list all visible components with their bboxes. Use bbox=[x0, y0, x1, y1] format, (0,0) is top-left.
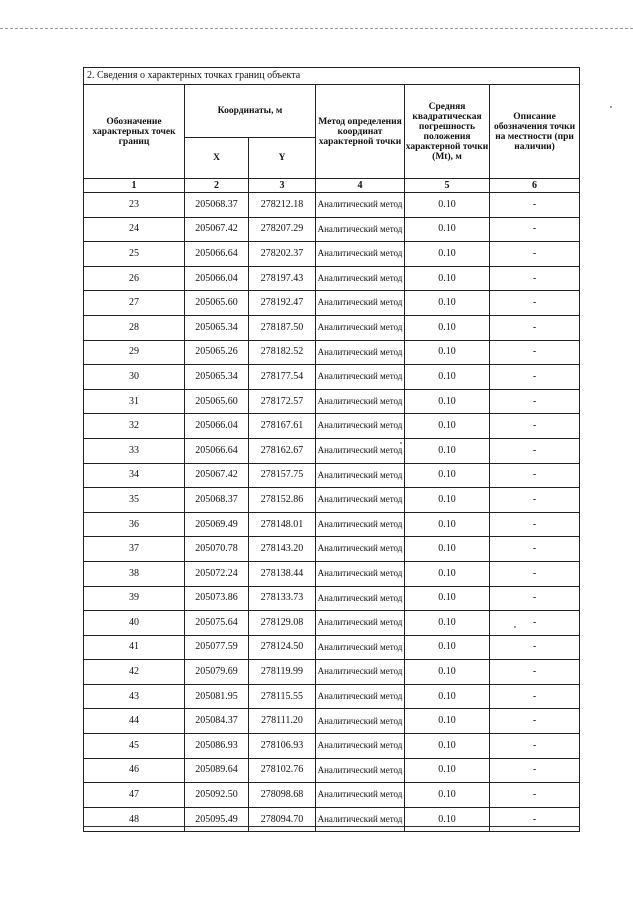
boundary-points-table bbox=[83, 67, 580, 832]
y-coordinate-cell: 278167.61 bbox=[249, 414, 316, 439]
x-coordinate-cell: 205068.37 bbox=[185, 193, 249, 218]
header-point-designation: Обозначение характерных точек границ bbox=[84, 85, 185, 179]
header-description: Описание обозначения точки на местности (при наличии) bbox=[490, 85, 580, 179]
table-row bbox=[84, 414, 580, 439]
x-coordinate-cell: 205068.37 bbox=[185, 488, 249, 513]
method-cell: Аналитический метод bbox=[316, 660, 405, 685]
error-cell: 0.10 bbox=[405, 783, 490, 808]
y-coordinate-cell: 278207.29 bbox=[249, 217, 316, 242]
y-coordinate-cell: 278152.86 bbox=[249, 488, 316, 513]
y-coordinate-cell: 278124.50 bbox=[249, 635, 316, 660]
x-coordinate-cell: 205066.64 bbox=[185, 242, 249, 267]
description-cell: - bbox=[490, 315, 580, 340]
header-mean-square-error: Средняя квадратическая погрешность положения характерной точки (Mt), м bbox=[405, 85, 490, 179]
error-cell: 0.10 bbox=[405, 438, 490, 463]
error-cell: 0.10 bbox=[405, 734, 490, 759]
description-cell: - bbox=[490, 537, 580, 562]
table-row bbox=[84, 709, 580, 734]
y-coordinate-cell: 278192.47 bbox=[249, 291, 316, 316]
method-cell: Аналитический метод bbox=[316, 635, 405, 660]
point-cell: 48 bbox=[84, 807, 185, 832]
method-cell: Аналитический метод bbox=[316, 537, 405, 562]
method-cell: Аналитический метод bbox=[316, 266, 405, 291]
table-row bbox=[84, 586, 580, 611]
method-cell: Аналитический метод bbox=[316, 734, 405, 759]
method-cell: Аналитический метод bbox=[316, 611, 405, 636]
point-cell: 34 bbox=[84, 463, 185, 488]
scan-top-dashed-line bbox=[0, 28, 633, 29]
description-cell: - bbox=[490, 635, 580, 660]
error-cell: 0.10 bbox=[405, 340, 490, 365]
description-cell: - bbox=[490, 709, 580, 734]
x-coordinate-cell: 205092.50 bbox=[185, 783, 249, 808]
point-cell: 32 bbox=[84, 414, 185, 439]
table-row bbox=[84, 635, 580, 660]
y-coordinate-cell: 278148.01 bbox=[249, 512, 316, 537]
point-cell: 30 bbox=[84, 365, 185, 390]
description-cell: - bbox=[490, 463, 580, 488]
table-row bbox=[84, 193, 580, 218]
x-coordinate-cell: 205079.69 bbox=[185, 660, 249, 685]
description-cell: - bbox=[490, 414, 580, 439]
y-coordinate-cell: 278094.70 bbox=[249, 807, 316, 832]
error-cell: 0.10 bbox=[405, 193, 490, 218]
x-coordinate-cell: 205065.34 bbox=[185, 365, 249, 390]
scan-speck bbox=[400, 442, 402, 444]
point-cell: 25 bbox=[84, 242, 185, 267]
point-cell: 23 bbox=[84, 193, 185, 218]
method-cell: Аналитический метод bbox=[316, 758, 405, 783]
x-coordinate-cell: 205069.49 bbox=[185, 512, 249, 537]
y-coordinate-cell: 278143.20 bbox=[249, 537, 316, 562]
table-row bbox=[84, 463, 580, 488]
description-cell: - bbox=[490, 684, 580, 709]
method-cell: Аналитический метод bbox=[316, 586, 405, 611]
error-cell: 0.10 bbox=[405, 315, 490, 340]
table-row bbox=[84, 438, 580, 463]
table-row bbox=[84, 340, 580, 365]
x-coordinate-cell: 205065.60 bbox=[185, 291, 249, 316]
description-cell: - bbox=[490, 512, 580, 537]
column-number: 6 bbox=[490, 179, 580, 193]
table-row bbox=[84, 734, 580, 759]
method-cell: Аналитический метод bbox=[316, 438, 405, 463]
table-row bbox=[84, 561, 580, 586]
description-cell: - bbox=[490, 488, 580, 513]
error-cell: 0.10 bbox=[405, 217, 490, 242]
column-number: 4 bbox=[316, 179, 405, 193]
scan-speck bbox=[514, 626, 516, 628]
y-coordinate-cell: 278177.54 bbox=[249, 365, 316, 390]
x-coordinate-cell: 205066.04 bbox=[185, 266, 249, 291]
description-cell: - bbox=[490, 561, 580, 586]
point-cell: 28 bbox=[84, 315, 185, 340]
table-row bbox=[84, 660, 580, 685]
x-coordinate-cell: 205065.26 bbox=[185, 340, 249, 365]
error-cell: 0.10 bbox=[405, 389, 490, 414]
x-coordinate-cell: 205089.64 bbox=[185, 758, 249, 783]
description-cell: - bbox=[490, 611, 580, 636]
table-row bbox=[84, 266, 580, 291]
error-cell: 0.10 bbox=[405, 807, 490, 832]
column-number: 3 bbox=[249, 179, 316, 193]
point-cell: 24 bbox=[84, 217, 185, 242]
method-cell: Аналитический метод bbox=[316, 512, 405, 537]
method-cell: Аналитический метод bbox=[316, 389, 405, 414]
x-coordinate-cell: 205077.59 bbox=[185, 635, 249, 660]
description-cell: - bbox=[490, 193, 580, 218]
x-coordinate-cell: 205081.95 bbox=[185, 684, 249, 709]
method-cell: Аналитический метод bbox=[316, 193, 405, 218]
point-cell: 39 bbox=[84, 586, 185, 611]
point-cell: 27 bbox=[84, 291, 185, 316]
method-cell: Аналитический метод bbox=[316, 315, 405, 340]
y-coordinate-cell: 278102.76 bbox=[249, 758, 316, 783]
point-cell: 41 bbox=[84, 635, 185, 660]
description-cell: - bbox=[490, 586, 580, 611]
table-row bbox=[84, 488, 580, 513]
header-y: Y bbox=[249, 138, 316, 179]
description-cell: - bbox=[490, 291, 580, 316]
table-row bbox=[84, 291, 580, 316]
error-cell: 0.10 bbox=[405, 561, 490, 586]
y-coordinate-cell: 278187.50 bbox=[249, 315, 316, 340]
x-coordinate-cell: 205072.24 bbox=[185, 561, 249, 586]
table-row bbox=[84, 807, 580, 832]
header-coordinates: Координаты, м bbox=[185, 85, 316, 138]
point-cell: 35 bbox=[84, 488, 185, 513]
error-cell: 0.10 bbox=[405, 758, 490, 783]
table-row bbox=[84, 315, 580, 340]
description-cell: - bbox=[490, 734, 580, 759]
x-coordinate-cell: 205084.37 bbox=[185, 709, 249, 734]
y-coordinate-cell: 278111.20 bbox=[249, 709, 316, 734]
y-coordinate-cell: 278172.57 bbox=[249, 389, 316, 414]
method-cell: Аналитический метод bbox=[316, 488, 405, 513]
bottom-rule bbox=[83, 826, 579, 827]
error-cell: 0.10 bbox=[405, 488, 490, 513]
x-coordinate-cell: 205065.60 bbox=[185, 389, 249, 414]
error-cell: 0.10 bbox=[405, 242, 490, 267]
error-cell: 0.10 bbox=[405, 586, 490, 611]
description-cell: - bbox=[490, 389, 580, 414]
description-cell: - bbox=[490, 758, 580, 783]
y-coordinate-cell: 278202.37 bbox=[249, 242, 316, 267]
y-coordinate-cell: 278212.18 bbox=[249, 193, 316, 218]
method-cell: Аналитический метод bbox=[316, 365, 405, 390]
point-cell: 33 bbox=[84, 438, 185, 463]
point-cell: 47 bbox=[84, 783, 185, 808]
y-coordinate-cell: 278098.68 bbox=[249, 783, 316, 808]
point-cell: 44 bbox=[84, 709, 185, 734]
table-row bbox=[84, 611, 580, 636]
point-cell: 42 bbox=[84, 660, 185, 685]
method-cell: Аналитический метод bbox=[316, 463, 405, 488]
y-coordinate-cell: 278115.55 bbox=[249, 684, 316, 709]
y-coordinate-cell: 278129.08 bbox=[249, 611, 316, 636]
error-cell: 0.10 bbox=[405, 611, 490, 636]
error-cell: 0.10 bbox=[405, 463, 490, 488]
method-cell: Аналитический метод bbox=[316, 414, 405, 439]
error-cell: 0.10 bbox=[405, 709, 490, 734]
description-cell: - bbox=[490, 438, 580, 463]
description-cell: - bbox=[490, 783, 580, 808]
table-row bbox=[84, 365, 580, 390]
y-coordinate-cell: 278119.99 bbox=[249, 660, 316, 685]
y-coordinate-cell: 278138.44 bbox=[249, 561, 316, 586]
x-coordinate-cell: 205066.64 bbox=[185, 438, 249, 463]
table-row bbox=[84, 537, 580, 562]
description-cell: - bbox=[490, 242, 580, 267]
x-coordinate-cell: 205070.78 bbox=[185, 537, 249, 562]
error-cell: 0.10 bbox=[405, 414, 490, 439]
scan-speck bbox=[610, 106, 612, 108]
point-cell: 40 bbox=[84, 611, 185, 636]
description-cell: - bbox=[490, 266, 580, 291]
x-coordinate-cell: 205067.42 bbox=[185, 463, 249, 488]
table-row bbox=[84, 512, 580, 537]
section-title-row bbox=[84, 68, 580, 85]
method-cell: Аналитический метод bbox=[316, 242, 405, 267]
y-coordinate-cell: 278157.75 bbox=[249, 463, 316, 488]
table-body bbox=[84, 68, 580, 832]
point-cell: 31 bbox=[84, 389, 185, 414]
description-cell: - bbox=[490, 660, 580, 685]
point-cell: 37 bbox=[84, 537, 185, 562]
description-cell: - bbox=[490, 340, 580, 365]
header-row-main bbox=[84, 85, 580, 138]
column-number: 5 bbox=[405, 179, 490, 193]
y-coordinate-cell: 278133.73 bbox=[249, 586, 316, 611]
point-cell: 26 bbox=[84, 266, 185, 291]
point-cell: 43 bbox=[84, 684, 185, 709]
error-cell: 0.10 bbox=[405, 537, 490, 562]
error-cell: 0.10 bbox=[405, 266, 490, 291]
x-coordinate-cell: 205086.93 bbox=[185, 734, 249, 759]
y-coordinate-cell: 278106.93 bbox=[249, 734, 316, 759]
point-cell: 36 bbox=[84, 512, 185, 537]
point-cell: 45 bbox=[84, 734, 185, 759]
y-coordinate-cell: 278162.67 bbox=[249, 438, 316, 463]
method-cell: Аналитический метод bbox=[316, 709, 405, 734]
description-cell: - bbox=[490, 217, 580, 242]
point-cell: 29 bbox=[84, 340, 185, 365]
x-coordinate-cell: 205066.04 bbox=[185, 414, 249, 439]
section-title: 2. Сведения о характерных точках границ объекта bbox=[84, 68, 580, 85]
y-coordinate-cell: 278197.43 bbox=[249, 266, 316, 291]
x-coordinate-cell: 205095.49 bbox=[185, 807, 249, 832]
x-coordinate-cell: 205075.64 bbox=[185, 611, 249, 636]
header-method: Метод определения координат характерной точки bbox=[316, 85, 405, 179]
error-cell: 0.10 bbox=[405, 512, 490, 537]
table-row bbox=[84, 758, 580, 783]
method-cell: Аналитический метод bbox=[316, 807, 405, 832]
error-cell: 0.10 bbox=[405, 291, 490, 316]
method-cell: Аналитический метод bbox=[316, 684, 405, 709]
method-cell: Аналитический метод bbox=[316, 217, 405, 242]
method-cell: Аналитический метод bbox=[316, 340, 405, 365]
table-row bbox=[84, 389, 580, 414]
table-row bbox=[84, 242, 580, 267]
table-row bbox=[84, 217, 580, 242]
description-cell: - bbox=[490, 807, 580, 832]
method-cell: Аналитический метод bbox=[316, 561, 405, 586]
column-number: 1 bbox=[84, 179, 185, 193]
error-cell: 0.10 bbox=[405, 660, 490, 685]
error-cell: 0.10 bbox=[405, 365, 490, 390]
column-number-row bbox=[84, 179, 580, 193]
y-coordinate-cell: 278182.52 bbox=[249, 340, 316, 365]
table-row bbox=[84, 783, 580, 808]
point-cell: 46 bbox=[84, 758, 185, 783]
error-cell: 0.10 bbox=[405, 684, 490, 709]
table-row bbox=[84, 684, 580, 709]
x-coordinate-cell: 205073.86 bbox=[185, 586, 249, 611]
header-x: X bbox=[185, 138, 249, 179]
column-number: 2 bbox=[185, 179, 249, 193]
error-cell: 0.10 bbox=[405, 635, 490, 660]
point-cell: 38 bbox=[84, 561, 185, 586]
x-coordinate-cell: 205067.42 bbox=[185, 217, 249, 242]
description-cell: - bbox=[490, 365, 580, 390]
x-coordinate-cell: 205065.34 bbox=[185, 315, 249, 340]
method-cell: Аналитический метод bbox=[316, 783, 405, 808]
method-cell: Аналитический метод bbox=[316, 291, 405, 316]
